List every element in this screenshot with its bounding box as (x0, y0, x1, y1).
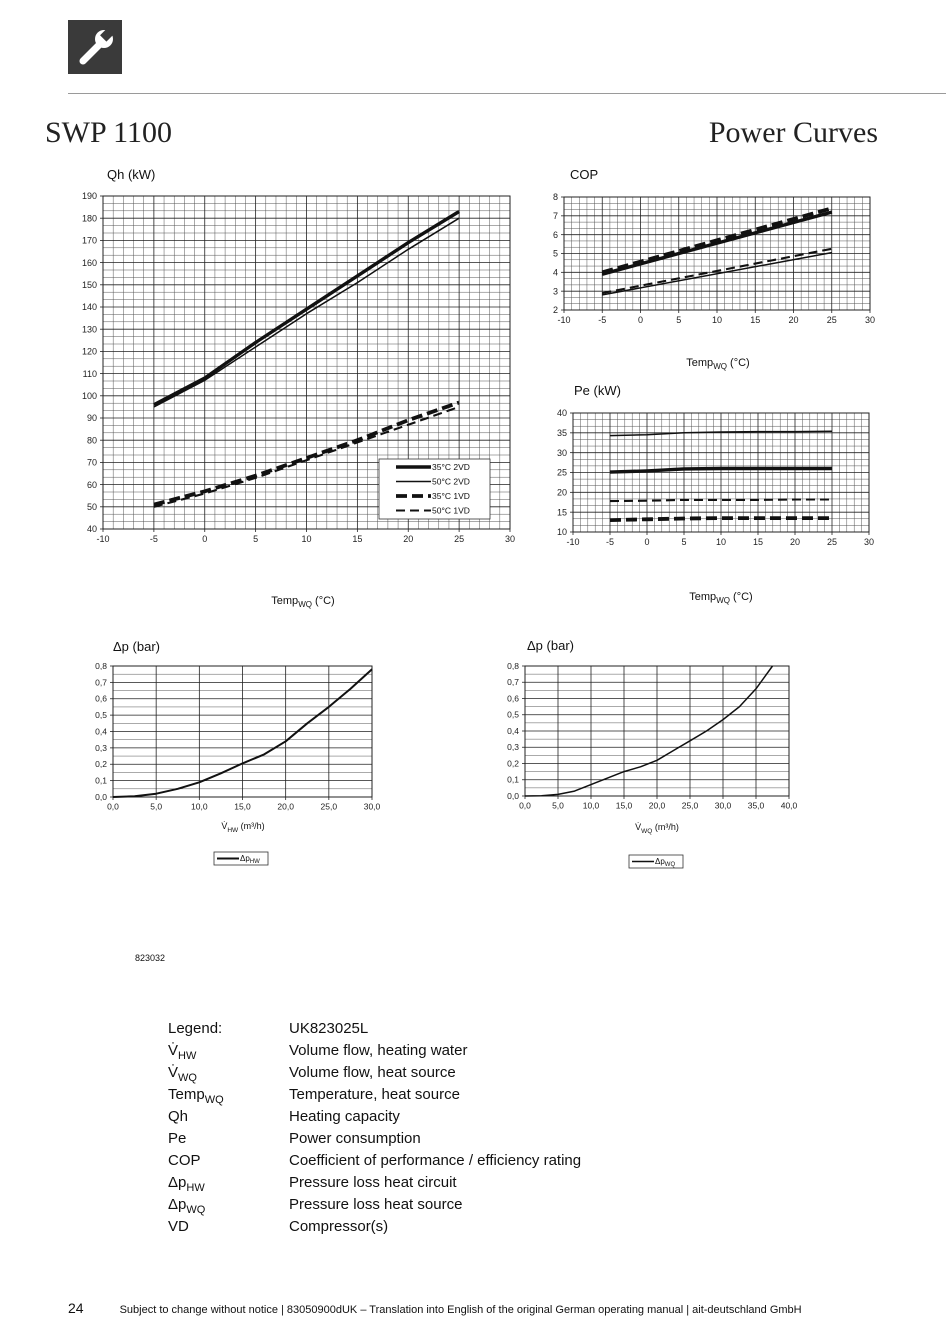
legend-description: Power consumption (289, 1130, 421, 1147)
y-tick-label: 25 (556, 467, 567, 478)
x-axis-label: Temp$_{WQ}$ (°C) (689, 591, 753, 605)
grid (110, 666, 372, 800)
legend-symbol: COP (168, 1152, 201, 1169)
y-tick-label: 0,8 (95, 660, 107, 671)
x-tick-label: 0 (202, 534, 208, 544)
chart-legend (379, 459, 490, 519)
legend-label: 50°C 2VD (432, 476, 470, 487)
y-tick-label: 130 (81, 324, 97, 335)
logo-box (68, 20, 122, 74)
y-tick-label: 0,2 (95, 759, 107, 770)
legend-description: Pressure loss heat source (289, 1196, 463, 1213)
x-tick-label: 5 (676, 315, 682, 325)
legend-row (168, 1064, 581, 1086)
chart-title: Pe (kW) (574, 383, 621, 398)
legend-row (168, 1152, 581, 1174)
legend-description: Volume flow, heating water (289, 1042, 468, 1059)
x-tick-label: 25,0 (681, 800, 699, 811)
y-tick-label: 35 (556, 427, 567, 438)
x-tick-label: 30,0 (714, 800, 732, 811)
legend-row (168, 1086, 581, 1108)
page-title: SWP 1100 (45, 116, 172, 149)
legend-label: $\Delta p_{HW}$ (240, 854, 260, 865)
y-tick-label: 0,5 (507, 709, 519, 720)
legend-label: 50°C 1VD (432, 505, 470, 516)
y-tick-label: 7 (552, 210, 558, 221)
y-tick-label: 4 (552, 267, 558, 278)
x-tick-label: 15 (750, 315, 761, 325)
chart-title: Δp (bar) (113, 639, 160, 654)
y-tick-label: 8 (552, 192, 558, 203)
legend-symbol: Pe (168, 1130, 187, 1147)
section-title: Power Curves (708, 116, 878, 149)
legend-description: Volume flow, heat source (289, 1064, 456, 1081)
x-tick-label: 10,0 (582, 800, 600, 811)
y-tick-label: 160 (81, 257, 97, 268)
chart-title: Δp (bar) (527, 638, 574, 653)
legend-row (168, 1218, 581, 1240)
y-tick-label: 0,3 (95, 742, 107, 753)
x-tick-label: 20 (403, 534, 414, 544)
pressure-loss-source-chart (490, 630, 820, 875)
footer-text: Subject to change without notice | 83050900dUK – Translation into English of the original German operating manual | ait-deutschland GmbH (119, 1304, 802, 1316)
x-tick-label: 10,0 (191, 801, 208, 812)
y-tick-label: 0,4 (95, 726, 107, 737)
x-tick-label: 0,0 (519, 800, 531, 811)
page-number: 24 (68, 1300, 84, 1316)
x-tick-label: 10 (715, 537, 727, 547)
pressure-loss-heating-chart (70, 630, 410, 870)
y-tick-label: 70 (86, 457, 97, 468)
legend-symbol: Temp$_{WQ}$ (168, 1086, 224, 1106)
x-axis-label: $V̇_{WQ}$ (m³/h) (635, 822, 679, 835)
grid (522, 666, 789, 799)
footer (68, 1300, 888, 1316)
y-tick-label: 0,7 (95, 677, 107, 688)
legend-heading-value: UK823025L (289, 1020, 369, 1037)
y-tick-label: 100 (81, 390, 97, 401)
legend-table (168, 1020, 581, 1240)
y-tick-label: 40 (556, 408, 567, 419)
legend-label: 35°C 1VD (432, 491, 470, 501)
qh-chart (0, 160, 530, 620)
legend-symbol: $\Delta p_{HW}$ (168, 1174, 205, 1194)
x-tick-label: -5 (598, 315, 607, 325)
x-tick-label: 5 (681, 537, 687, 547)
y-tick-label: 2 (552, 305, 558, 316)
y-tick-label: 0,1 (507, 774, 519, 785)
legend-symbol: VD (168, 1218, 189, 1235)
x-tick-label: 30 (504, 534, 516, 544)
pe-chart (540, 375, 900, 610)
x-tick-label: -10 (557, 315, 571, 325)
x-tick-label: 30,0 (363, 801, 381, 812)
y-tick-label: 3 (552, 286, 558, 297)
y-tick-label: 150 (81, 279, 97, 290)
legend-symbol: Qh (168, 1108, 189, 1125)
x-tick-label: 25 (454, 534, 465, 544)
x-tick-label: -5 (605, 537, 615, 547)
y-tick-label: 0,0 (95, 791, 107, 802)
legend-label: $\Delta p_{WQ}$ (655, 857, 676, 868)
x-tick-label: 10 (711, 315, 723, 325)
legend-symbol: $\Delta p_{WQ}$ (168, 1196, 206, 1216)
x-tick-label: 20,0 (648, 800, 666, 811)
y-tick-label: 0,6 (95, 693, 107, 704)
legend-symbol: $V̇_{HW}$ (168, 1042, 197, 1062)
x-tick-label: 0 (637, 315, 644, 325)
legend-symbol: $V̇_{WQ}$ (168, 1064, 197, 1084)
y-tick-label: 0,3 (507, 742, 519, 753)
x-tick-label: 20 (789, 537, 801, 547)
x-tick-label: -10 (566, 537, 580, 547)
chart-legend (629, 855, 683, 868)
y-tick-label: 0,4 (507, 725, 519, 736)
y-tick-label: 80 (86, 435, 97, 446)
y-tick-label: 30 (556, 447, 567, 458)
x-axis-label: Temp$_{WQ}$ (°C) (271, 595, 335, 609)
x-tick-label: 40,0 (780, 800, 798, 811)
chart-title: Qh (kW) (107, 167, 156, 182)
x-tick-label: 15,0 (234, 801, 251, 812)
wrench-icon (68, 20, 122, 74)
y-tick-label: 0,1 (95, 775, 107, 786)
y-tick-label: 0,6 (507, 693, 519, 704)
legend-row (168, 1174, 581, 1196)
x-tick-label: 30 (864, 315, 876, 325)
y-tick-label: 0,7 (507, 677, 519, 688)
x-tick-label: 10 (301, 534, 312, 544)
reference-code: 823032 (135, 953, 166, 963)
y-tick-label: 40 (86, 524, 97, 535)
x-axis-label: Temp$_{WQ}$ (°C) (686, 357, 750, 371)
header-rule (68, 93, 946, 94)
legend-heading-key: Legend: (168, 1020, 223, 1037)
x-tick-label: 0,0 (107, 801, 119, 812)
y-tick-label: 50 (86, 501, 97, 512)
y-tick-label: 0,0 (507, 790, 519, 801)
y-tick-label: 110 (82, 368, 97, 379)
y-tick-label: 190 (81, 191, 97, 202)
x-tick-label: 5,0 (552, 800, 564, 811)
x-tick-label: 0 (644, 537, 650, 547)
y-tick-label: 140 (81, 302, 97, 313)
x-tick-label: 30 (863, 537, 875, 547)
legend-description: Compressor(s) (289, 1218, 389, 1235)
y-tick-label: 6 (552, 229, 558, 240)
y-tick-label: 5 (552, 248, 558, 259)
x-tick-label: -5 (149, 534, 158, 544)
y-tick-label: 15 (556, 507, 567, 518)
x-tick-label: 15 (752, 537, 764, 547)
legend-label: 35°C 2VD (432, 462, 470, 472)
x-tick-label: 20,0 (277, 801, 294, 812)
legend-description: Coefficient of performance / efficiency rating (289, 1152, 582, 1169)
x-tick-label: 5,0 (150, 801, 163, 812)
legend-row (168, 1042, 581, 1064)
legend-description: Pressure loss heat circuit (289, 1174, 457, 1191)
y-tick-label: 0,2 (507, 758, 519, 769)
y-tick-label: 0,8 (507, 660, 519, 671)
y-tick-label: 20 (556, 487, 567, 498)
x-tick-label: 25 (826, 537, 838, 547)
chart-legend (214, 852, 268, 865)
legend-row (168, 1108, 581, 1130)
legend-heading-row (168, 1020, 581, 1042)
x-tick-label: 25 (826, 315, 837, 325)
y-tick-label: 10 (556, 527, 567, 538)
y-tick-label: 170 (81, 235, 97, 246)
x-tick-label: -10 (96, 534, 110, 544)
x-tick-label: 15 (352, 534, 363, 544)
x-tick-label: 20 (788, 315, 799, 325)
y-tick-label: 120 (81, 346, 97, 357)
x-axis-label: $V̇_{HW}$ (m³/h) (221, 821, 265, 834)
y-tick-label: 180 (81, 213, 97, 224)
legend-description: Heating capacity (289, 1108, 400, 1125)
y-tick-label: 90 (86, 413, 97, 424)
x-tick-label: 5 (253, 534, 259, 544)
y-tick-label: 0,5 (95, 710, 107, 721)
legend-row (168, 1196, 581, 1218)
legend-row (168, 1130, 581, 1152)
legend-description: Temperature, heat source (289, 1086, 460, 1103)
x-tick-label: 35,0 (747, 800, 765, 811)
cop-chart (540, 160, 900, 375)
chart-title: COP (570, 167, 599, 182)
y-tick-label: 60 (86, 479, 97, 490)
x-tick-label: 15,0 (615, 800, 633, 811)
x-tick-label: 25,0 (320, 801, 338, 812)
